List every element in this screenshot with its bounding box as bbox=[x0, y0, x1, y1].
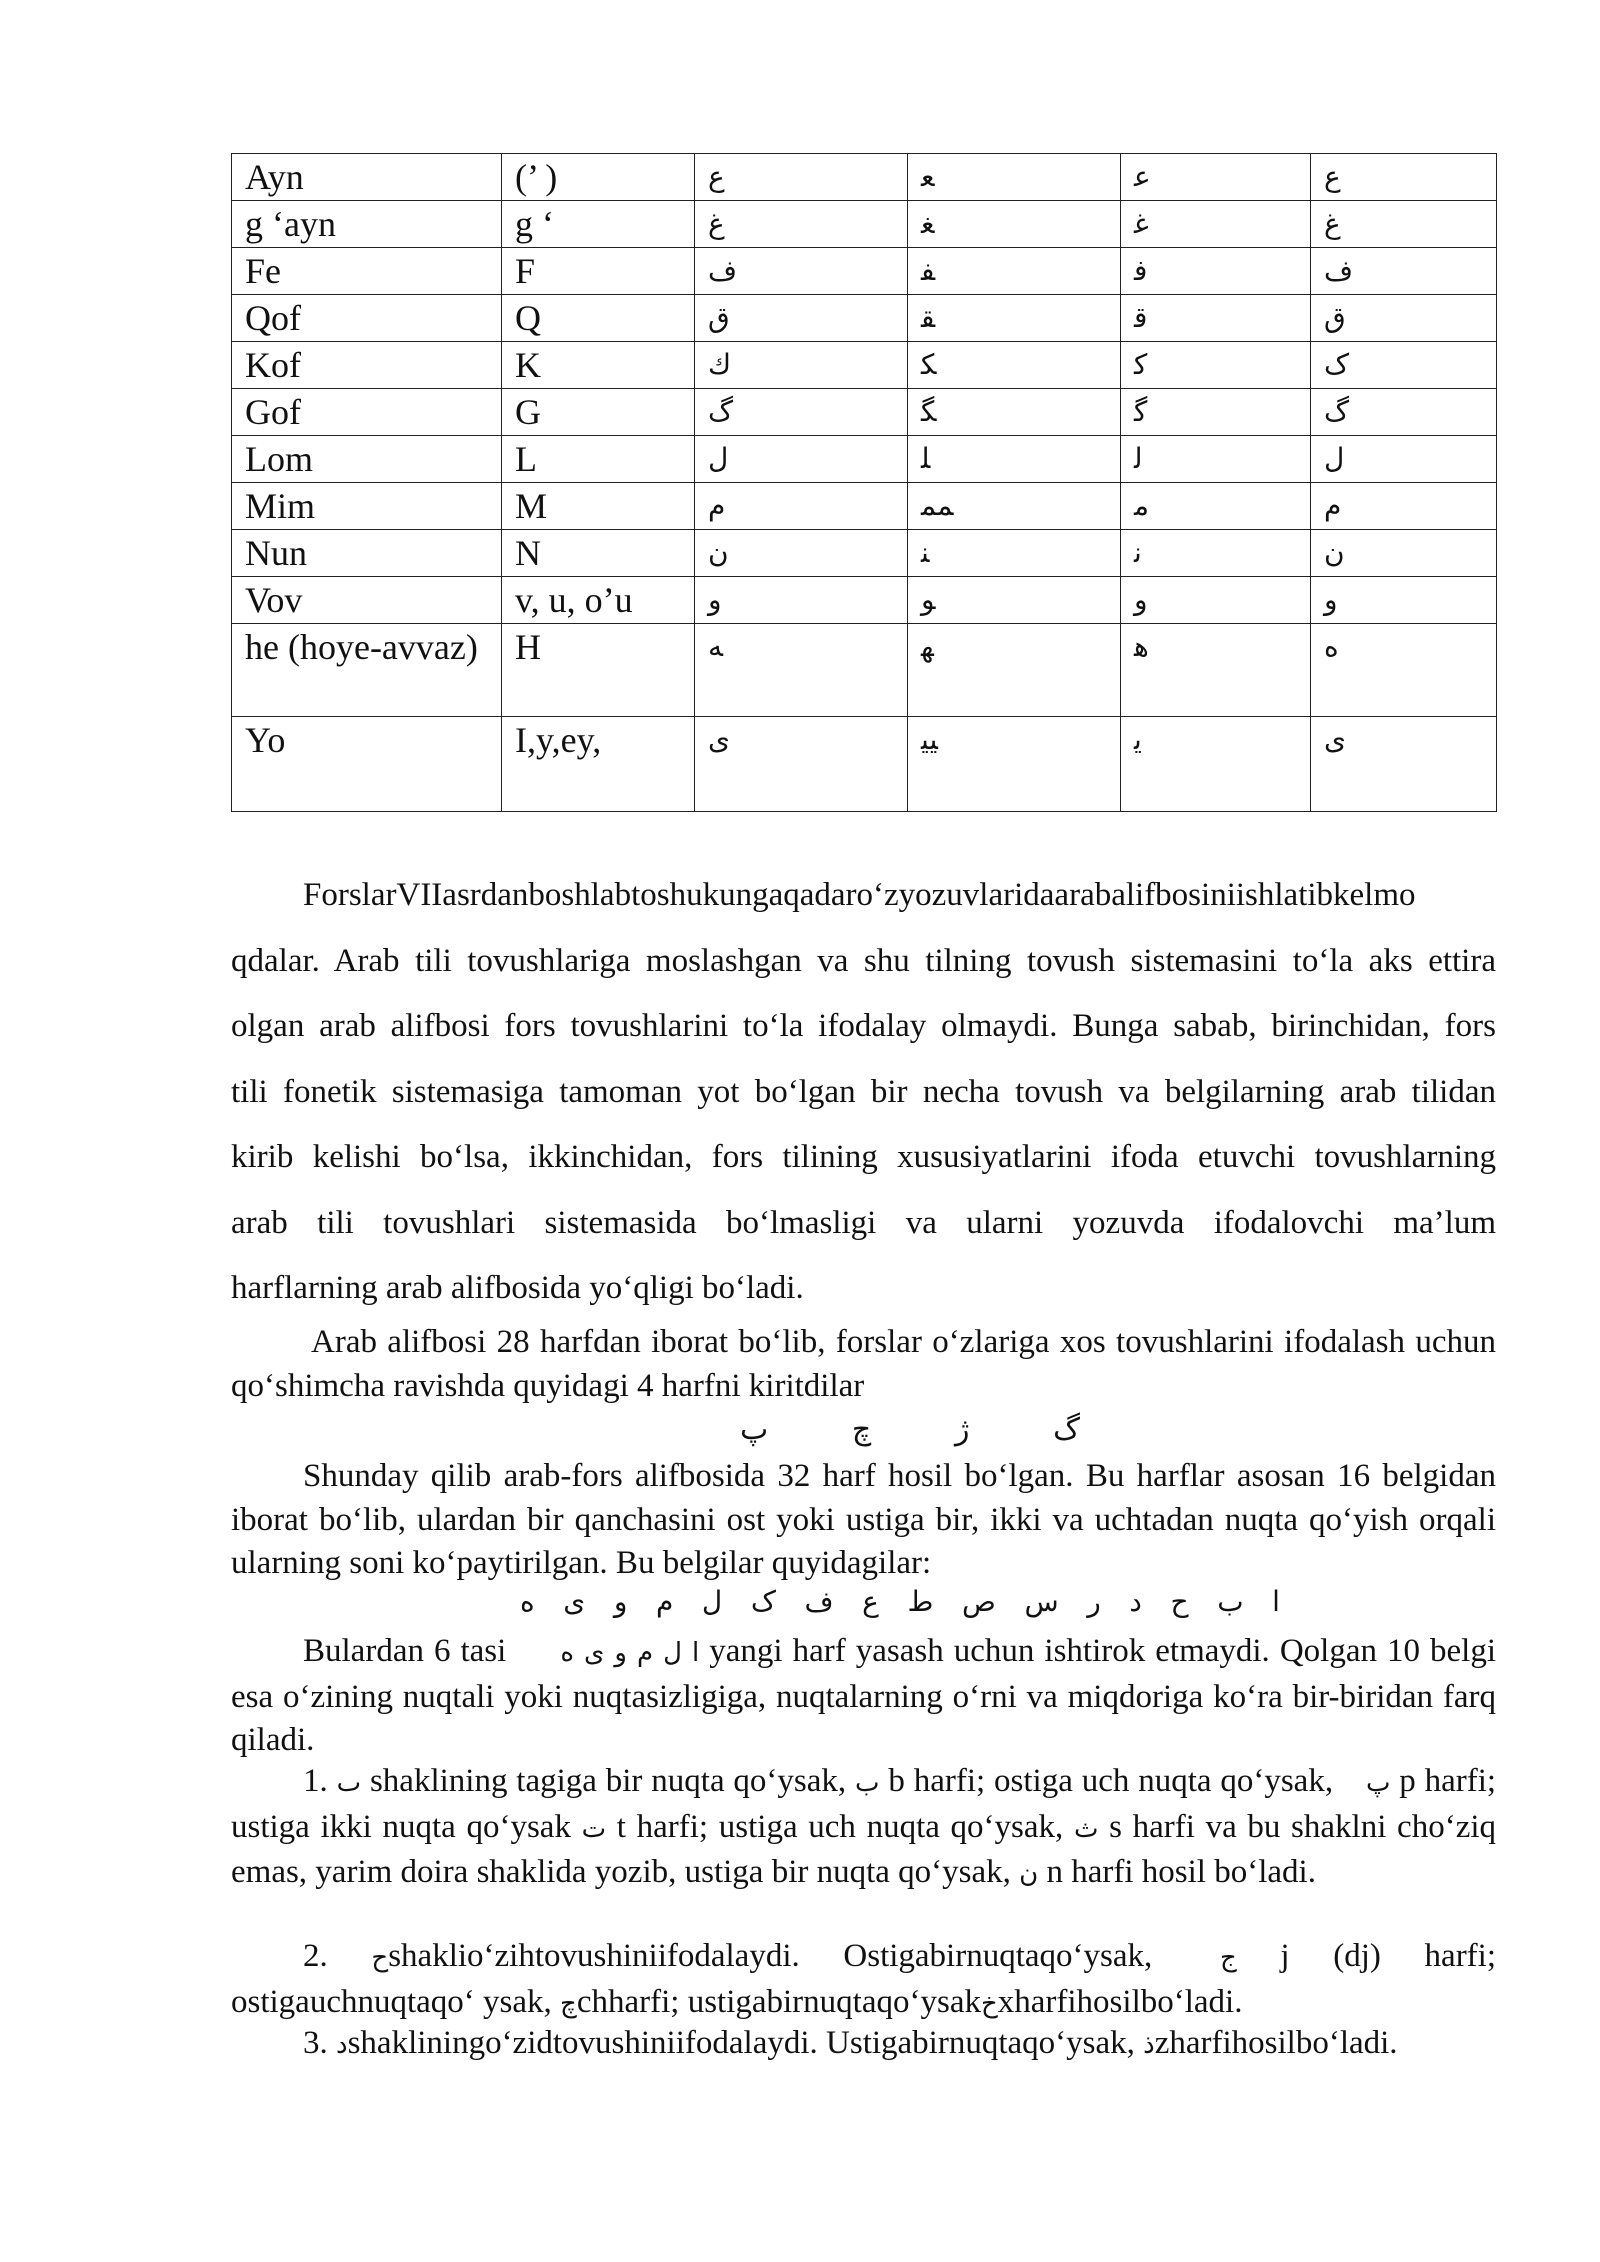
text-line: harflarning arab alifbosida yo‘qligi bo‘ladi. bbox=[231, 1270, 804, 1306]
isolated-form-cell: غ bbox=[695, 201, 908, 248]
letter-zal: ذ bbox=[1143, 2030, 1155, 2060]
text-rest: yangi harf yasash uchun ishtirok etmaydi. Qolgan 10 belgi esa o‘zining nuqtali yoki nuqtasizligiga, nuqtalarning o‘rni va miqdoriga ko‘ra bir-biridan farq qiladi. bbox=[231, 1633, 1496, 1758]
latin-equivalent-cell: M bbox=[502, 483, 695, 530]
base-letter: ک bbox=[750, 1585, 776, 1618]
non-joining-letters: ا ل م و ی ه bbox=[560, 1638, 700, 1668]
base-letter-shapes bbox=[520, 1585, 1280, 1618]
table-row bbox=[232, 436, 1497, 483]
table-row bbox=[232, 577, 1497, 624]
letter-name-cell: Yo bbox=[232, 717, 502, 812]
item-text: t harfi; ustiga uch nuqta qo‘ysak, bbox=[616, 1808, 1064, 1845]
isolated-form-cell: ن bbox=[695, 530, 908, 577]
item-text: j (dj) harfi; ostigauchnuqtaqo‘ ysak, bbox=[231, 1938, 1497, 2020]
item-text: n harfi hosil bo‘ladi. bbox=[1046, 1854, 1316, 1890]
alphabet-table bbox=[231, 153, 1497, 812]
item-text: zharfihosilbo‘ladi. bbox=[1154, 2025, 1398, 2061]
final-form-cell: گ bbox=[1311, 389, 1497, 436]
text-line: ForslarVIIasrdanboshlabtoshukungaqadaro‘zyozuvlaridaarabalifbosiniishlatibkelmo bbox=[303, 877, 1416, 913]
item-number: 2. bbox=[303, 1938, 328, 1974]
latin-equivalent-cell: K bbox=[502, 342, 695, 389]
letter-shape: ٮ bbox=[336, 1768, 362, 1798]
isolated-form-cell: ق bbox=[695, 295, 908, 342]
medial-form-cell: ﻐ bbox=[908, 201, 1121, 248]
item-text: p harfi; ustiga ikki nuqta qo‘ysak bbox=[231, 1763, 1497, 1845]
base-letter: ی bbox=[563, 1585, 586, 1618]
final-form-cell: ن bbox=[1311, 530, 1497, 577]
initial-form-cell: ﻫ bbox=[1121, 624, 1311, 717]
base-letter: ط bbox=[907, 1585, 934, 1618]
table-row bbox=[232, 295, 1497, 342]
letter-pe: پ bbox=[1365, 1768, 1391, 1798]
final-form-cell: ک bbox=[1311, 342, 1497, 389]
final-form-cell: م bbox=[1311, 483, 1497, 530]
letter-name-cell: Ayn bbox=[232, 154, 502, 201]
base-letter: ف bbox=[804, 1585, 834, 1618]
item-text: chharfi; ustigabirnuqtaqo‘ysak bbox=[576, 1983, 981, 2020]
initial-form-cell: ﻛ bbox=[1121, 342, 1311, 389]
isolated-form-cell: ع bbox=[695, 154, 908, 201]
base-letter: ه bbox=[520, 1585, 535, 1618]
letter-gaf: گ bbox=[1053, 1412, 1080, 1447]
paragraph-32-letters: Shunday qilib arab-fors alifbosida 32 harf hosil bo‘lgan. Bu harflar asosan 16 belgidan iborat bo‘lib, ulardan bir qanchasini ost yoki ustiga bir, ikki va uchtadan nuqta qo‘yish orqali ularning soni ko‘paytirilgan. Bu belgilar quyidagilar: bbox=[231, 1458, 1496, 1581]
base-letter: ص bbox=[962, 1585, 996, 1618]
isolated-form-cell: ك bbox=[695, 342, 908, 389]
letter-pe: پ bbox=[740, 1412, 769, 1447]
isolated-form-cell: ف bbox=[695, 248, 908, 295]
base-letter: ا bbox=[1272, 1585, 1280, 1618]
item-text: s harfi va bu shaklni cho‘ziq emas, yarim doira shaklida yozib, ustiga bir nuqta qo‘ysak, bbox=[231, 1808, 1497, 1890]
medial-form-cell: ﯿﯿ bbox=[908, 717, 1121, 812]
letter-nun: ن bbox=[1019, 1859, 1039, 1889]
text-line: kirib kelishi bo‘lsa, ikkinchidan, fors tilining xususiyatlarini ifoda etuvchi tovushlarning bbox=[231, 1139, 1496, 1175]
base-letter: ل bbox=[701, 1585, 723, 1618]
base-letter: ب bbox=[1217, 1585, 1244, 1618]
latin-equivalent-cell: v, u, o’u bbox=[502, 577, 695, 624]
medial-form-cell: ﻨ bbox=[908, 530, 1121, 577]
text-line: olgan arab alifbosi fors tovushlarini to‘la ifodalay olmaydi. Bunga sabab, birinchidan, fors bbox=[231, 1008, 1496, 1044]
table-row bbox=[232, 248, 1497, 295]
letter-name-cell: Mim bbox=[232, 483, 502, 530]
letter-name-cell: Lom bbox=[232, 436, 502, 483]
paragraph-6-letters bbox=[231, 1630, 1496, 1763]
letter-name-cell: Fe bbox=[232, 248, 502, 295]
medial-form-cell: ﻘ bbox=[908, 295, 1121, 342]
final-form-cell: ی bbox=[1311, 717, 1497, 812]
table-row bbox=[232, 530, 1497, 577]
letter-name-cell: Kof bbox=[232, 342, 502, 389]
paragraph-history bbox=[231, 863, 1496, 1322]
initial-form-cell: ﻓ bbox=[1121, 248, 1311, 295]
latin-equivalent-cell: L bbox=[502, 436, 695, 483]
medial-form-cell: ﻔ bbox=[908, 248, 1121, 295]
final-form-cell: ل bbox=[1311, 436, 1497, 483]
item-text: shaklio‘zihtovushiniifodalaydi. Ostigabirnuqtaqo‘ysak, bbox=[388, 1938, 1153, 1974]
final-form-cell: غ bbox=[1311, 201, 1497, 248]
letter-se: ث bbox=[1073, 1813, 1099, 1844]
latin-equivalent-cell: F bbox=[502, 248, 695, 295]
isolated-form-cell: و bbox=[695, 577, 908, 624]
base-letter: م bbox=[655, 1585, 674, 1618]
item-text: b harfi; ostiga uch nuqta qo‘ysak, bbox=[888, 1763, 1334, 1799]
table-row bbox=[232, 389, 1497, 436]
isolated-form-cell: گ bbox=[695, 389, 908, 436]
base-letter: س bbox=[1024, 1585, 1059, 1618]
table-row bbox=[232, 342, 1497, 389]
item-text: shakliningo‘zidtovushiniifodalaydi. Ustigabirnuqtaqo‘ysak, bbox=[347, 2025, 1135, 2061]
table-row bbox=[232, 154, 1497, 201]
final-form-cell: ق bbox=[1311, 295, 1497, 342]
list-item-1 bbox=[231, 1760, 1496, 1897]
medial-form-cell: ﻌ bbox=[908, 154, 1121, 201]
text-line: arab tili tovushlari sistemasida bo‘lmasligi va ularni yozuvda ifodalovchi ma’lum bbox=[231, 1204, 1496, 1241]
medial-form-cell: ﻠ bbox=[908, 436, 1121, 483]
initial-form-cell: ﻋ bbox=[1121, 154, 1311, 201]
base-letter: ع bbox=[862, 1585, 879, 1618]
base-letter: د bbox=[1129, 1585, 1142, 1618]
letter-name-cell: Qof bbox=[232, 295, 502, 342]
base-letter: ح bbox=[1170, 1585, 1189, 1618]
table-row bbox=[232, 717, 1497, 812]
letter-name-cell: he (hoye-avvaz) bbox=[232, 624, 502, 717]
latin-equivalent-cell: I,y,ey, bbox=[502, 717, 695, 812]
persian-added-letters bbox=[740, 1412, 1080, 1447]
table-row bbox=[232, 483, 1497, 530]
medial-form-cell: ﻮ bbox=[908, 577, 1121, 624]
isolated-form-cell: م bbox=[695, 483, 908, 530]
letter-xe: خ bbox=[980, 1988, 998, 2019]
letter-che: چ bbox=[851, 1412, 872, 1447]
latin-equivalent-cell: (’ ) bbox=[502, 154, 695, 201]
item-text: shaklining tagiga bir nuqta qo‘ysak, bbox=[369, 1763, 847, 1799]
latin-equivalent-cell: g ‘ bbox=[502, 201, 695, 248]
final-form-cell: ه bbox=[1311, 624, 1497, 717]
isolated-form-cell: ی bbox=[695, 717, 908, 812]
isolated-form-cell: ل bbox=[695, 436, 908, 483]
latin-equivalent-cell: Q bbox=[502, 295, 695, 342]
initial-form-cell: ﻏ bbox=[1121, 201, 1311, 248]
final-form-cell: ع bbox=[1311, 154, 1497, 201]
initial-form-cell: ﻟ bbox=[1121, 436, 1311, 483]
initial-form-cell: ﻣ bbox=[1121, 483, 1311, 530]
letter-name-cell: Vov bbox=[232, 577, 502, 624]
base-letter: و bbox=[613, 1585, 628, 1618]
medial-form-cell: ﮕ bbox=[908, 389, 1121, 436]
letter-zhe: ژ bbox=[954, 1412, 970, 1447]
medial-form-cell: ﻬ bbox=[908, 624, 1121, 717]
paragraph-28-letters: Arab alifbosi 28 harfdan iborat bo‘lib, forslar o‘zlariga xos tovushlarini ifodalash uchun qo‘shimcha ravishda quyidagi 4 harfni kiritdilar bbox=[231, 1324, 1496, 1404]
initial-form-cell: ﻧ bbox=[1121, 530, 1311, 577]
letter-be: ب bbox=[855, 1768, 880, 1798]
letter-name-cell: Nun bbox=[232, 530, 502, 577]
letter-te: ت bbox=[581, 1813, 607, 1844]
list-item-2 bbox=[231, 1935, 1496, 2026]
table-row bbox=[232, 624, 1497, 717]
item-number: 3. bbox=[303, 2025, 328, 2061]
latin-equivalent-cell: G bbox=[502, 389, 695, 436]
final-form-cell: و bbox=[1311, 577, 1497, 624]
initial-form-cell: ﻗ bbox=[1121, 295, 1311, 342]
letter-dal: د bbox=[336, 2030, 348, 2060]
initial-form-cell: و bbox=[1121, 577, 1311, 624]
letter-name-cell: g ‘ayn bbox=[232, 201, 502, 248]
final-form-cell: ف bbox=[1311, 248, 1497, 295]
list-item-3 bbox=[231, 2022, 1496, 2068]
isolated-form-cell: ﻪ bbox=[695, 624, 908, 717]
table-row bbox=[232, 201, 1497, 248]
text-line: qdalar. Arab tili tovushlariga moslashgan va shu tilning tovush sistemasini to‘la aks ettira bbox=[231, 942, 1496, 979]
letter-he: ح bbox=[371, 1943, 389, 1973]
latin-equivalent-cell: N bbox=[502, 530, 695, 577]
latin-equivalent-cell: H bbox=[502, 624, 695, 717]
item-text: xharfihosilbo‘ladi. bbox=[997, 1983, 1243, 2020]
initial-form-cell: ﮔ bbox=[1121, 389, 1311, 436]
text-lead: Bulardan 6 tasi bbox=[303, 1633, 507, 1669]
initial-form-cell: ﯾ bbox=[1121, 717, 1311, 812]
letter-che: چ bbox=[560, 1988, 577, 2019]
text-line: tili fonetik sistemasiga tamoman yot bo‘lgan bir necha tovush va belgilarning arab tilidan bbox=[231, 1073, 1496, 1110]
medial-form-cell: ﻤﻤ bbox=[908, 483, 1121, 530]
medial-form-cell: ﻜ bbox=[908, 342, 1121, 389]
letter-name-cell: Gof bbox=[232, 389, 502, 436]
base-letter: ر bbox=[1087, 1585, 1101, 1618]
letter-jim: ج bbox=[1219, 1943, 1237, 1973]
item-number: 1. bbox=[303, 1763, 328, 1799]
